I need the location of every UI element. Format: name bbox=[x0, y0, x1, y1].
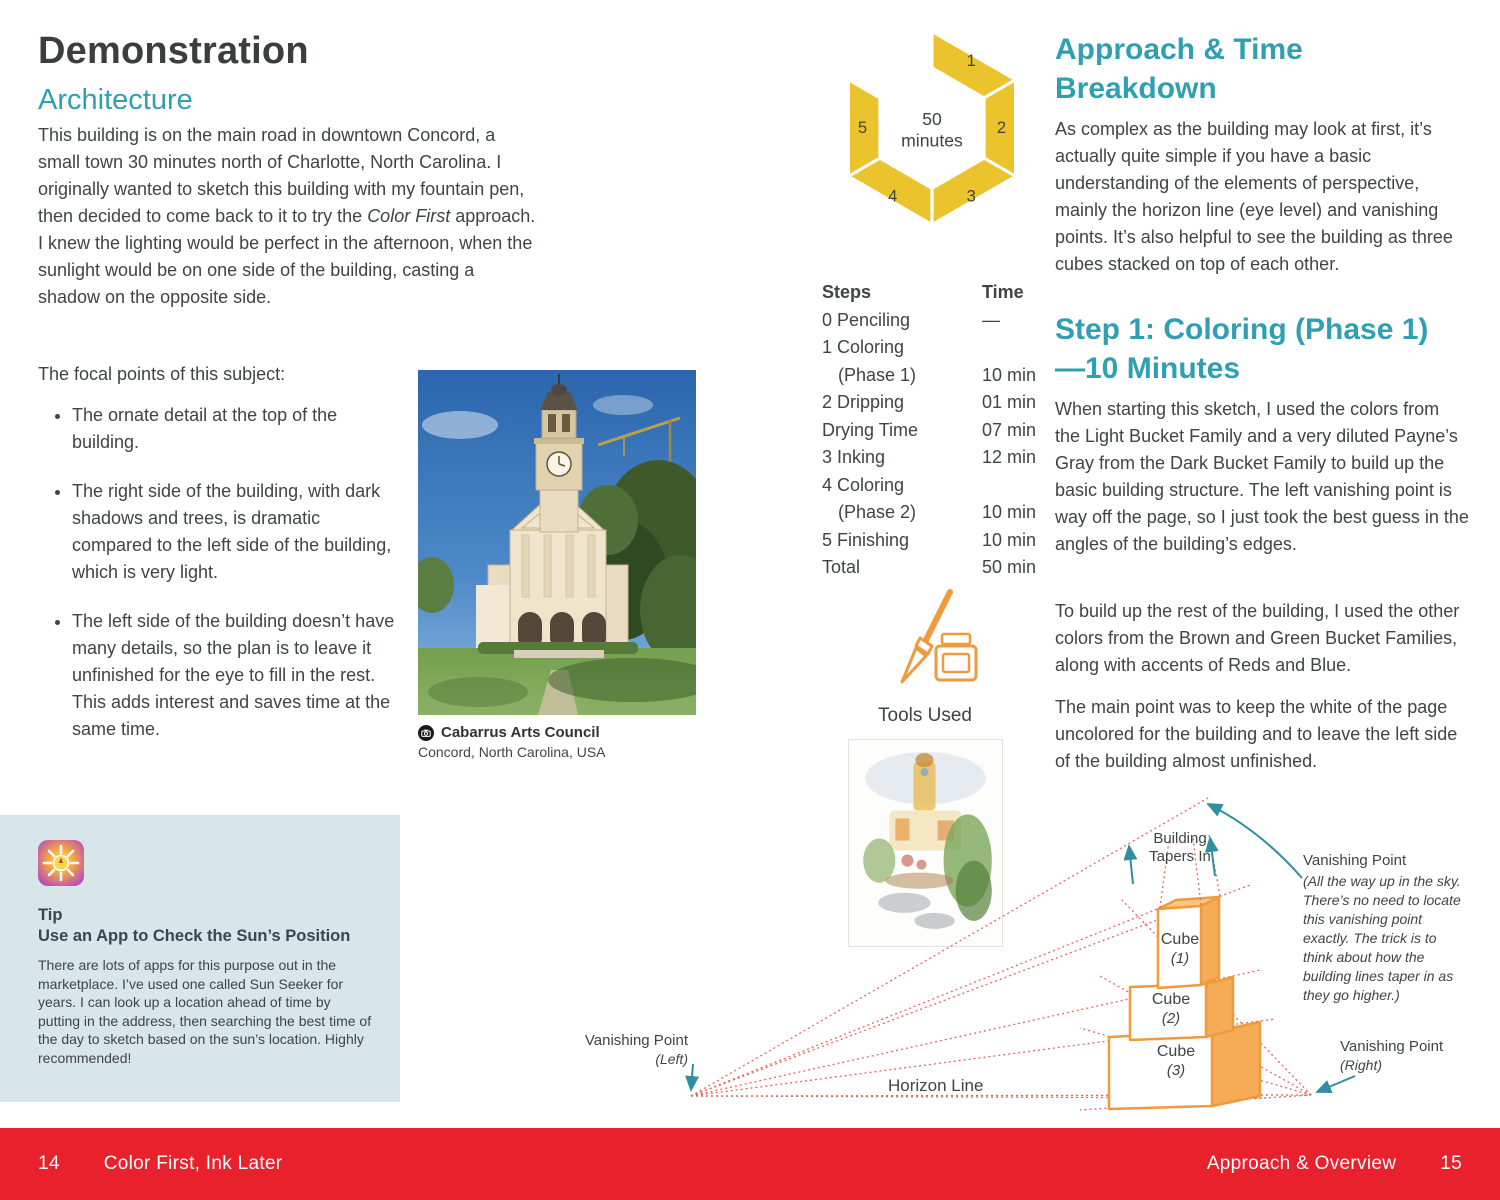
focal-point-item: • The ornate detail at the top of the building. bbox=[72, 402, 402, 456]
hex-number-4: 4 bbox=[888, 186, 898, 206]
time-cell: 50 min bbox=[982, 557, 1037, 577]
step-cell: Drying Time bbox=[822, 419, 919, 440]
left-page-footer-title: Color First, Ink Later bbox=[103, 1153, 283, 1174]
horizon-line-label: Horizon Line bbox=[888, 1076, 984, 1095]
page-title: Demonstration bbox=[38, 30, 309, 72]
table-row bbox=[822, 389, 1044, 417]
focal-point-item: • The left side of the building doesn’t have many details, so the plan is to leave it unfinished for the eye to fill in the rest. This adds interest and saves time at the same time. bbox=[72, 608, 402, 743]
tools-used-label: Tools Used bbox=[878, 705, 972, 726]
step-cell: 2 Dripping bbox=[822, 392, 905, 412]
left-vp-sub: (Left) bbox=[655, 1051, 688, 1067]
paintbrush-and-paint-pan-icon bbox=[852, 586, 992, 698]
tip-label: Tip bbox=[38, 906, 63, 924]
table-row bbox=[822, 444, 1044, 472]
sky-vp-title: Vanishing Point bbox=[1303, 852, 1407, 869]
cube1-name: Cube bbox=[1160, 931, 1200, 948]
table-row bbox=[822, 307, 1044, 335]
hex-number-2: 2 bbox=[996, 118, 1007, 138]
footer-bar bbox=[0, 1128, 1500, 1200]
approach-heading: Approach & Time Breakdown bbox=[1055, 33, 1303, 105]
steps-time-table bbox=[822, 279, 1044, 582]
cube2-number: (2) bbox=[1161, 1010, 1181, 1027]
photo-caption bbox=[418, 724, 698, 760]
page-subtitle: Architecture bbox=[38, 84, 193, 116]
step1-paragraph-3: The main point was to keep the white of the page uncolored for the building and to leave the left side of the building almost unfinished. bbox=[1055, 697, 1458, 771]
left-vp-title: Vanishing Point bbox=[584, 1032, 688, 1049]
step-cell: Total bbox=[822, 557, 861, 577]
time-cell: 12 min bbox=[982, 447, 1037, 467]
cube2-label bbox=[1140, 990, 1202, 1028]
table-header-row bbox=[822, 279, 1044, 307]
right-vp-sub: (Right) bbox=[1340, 1057, 1383, 1073]
time-cell: — bbox=[982, 309, 1000, 330]
tip-body: There are lots of apps for this purpose out in the marketplace. I’ve used one called Sun Seeker for years. I can look up a location ahead of time by putting in the address, then searching the best time of the day to sketch based on the sun’s location. Highly recommended! bbox=[38, 957, 372, 1066]
cube1-label bbox=[1152, 930, 1208, 968]
table-row bbox=[822, 554, 1044, 582]
tapers-arrow-left bbox=[1129, 846, 1133, 884]
camera-icon bbox=[418, 725, 434, 741]
table-row bbox=[822, 499, 1044, 527]
footer-left bbox=[38, 1153, 282, 1175]
table-row bbox=[822, 472, 1044, 500]
building-tapers-label bbox=[1138, 830, 1222, 866]
intro-italic-phrase: Color First bbox=[367, 206, 451, 226]
left-vanishing-point-label bbox=[580, 1032, 688, 1069]
building-photo-art bbox=[418, 370, 696, 715]
sun-app-icon bbox=[38, 840, 84, 886]
right-page-footer-title: Approach & Overview bbox=[1206, 1153, 1397, 1174]
time-cell bbox=[982, 334, 1040, 362]
photo-credit: Cabarrus Arts Council bbox=[441, 724, 600, 741]
building-photo bbox=[418, 370, 696, 715]
hex-number-5: 5 bbox=[857, 118, 868, 138]
time-cell: 01 min bbox=[982, 392, 1037, 412]
step1-heading: Step 1: Coloring (Phase 1)—10 Minutes bbox=[1055, 313, 1429, 385]
table-row bbox=[822, 362, 1044, 390]
building-tapers-line1: Building bbox=[1153, 830, 1207, 847]
step-cell: 5 Finishing bbox=[822, 529, 910, 550]
right-page-number: 15 bbox=[1440, 1153, 1462, 1174]
hex-center-minutes-value: 50 bbox=[922, 108, 942, 129]
footer-right bbox=[1207, 1153, 1462, 1175]
cube3-number: (3) bbox=[1166, 1062, 1186, 1079]
time-cell: 10 min bbox=[982, 529, 1037, 550]
time-hexagon-diagram bbox=[827, 18, 1037, 241]
cube3-name: Cube bbox=[1156, 1043, 1196, 1060]
hex-number-3: 3 bbox=[966, 186, 976, 206]
focal-point-item: • The right side of the building, with dark shadows and trees, is dramatic compared to the left side of the building, which is very light. bbox=[72, 478, 402, 586]
approach-paragraph: As complex as the building may look at first, it’s actually quite simple if you have a basic understanding of the elements of perspective, mainly the horizon line (eye level) and vanishing points. It’s also helpful to see the building as three cubes stacked on top of each other. bbox=[1055, 119, 1453, 274]
cube3-label bbox=[1145, 1042, 1207, 1080]
time-cell: 07 min bbox=[982, 419, 1037, 440]
step1-paragraph-1: When starting this sketch, I used the colors from the Light Bucket Family and a very diluted Payne’s Gray from the Dark Bucket Family to build up the basic building structure. The left vanishing point is way off the page, so I just took the best guess in the angles of the building’s edges. bbox=[1055, 399, 1469, 554]
hex-number-1: 1 bbox=[966, 50, 976, 70]
step-cell: 3 Inking bbox=[822, 447, 886, 467]
right-vanishing-point-label bbox=[1340, 1038, 1470, 1075]
time-cell: 10 min bbox=[982, 502, 1037, 522]
tools-used-illustration bbox=[852, 586, 992, 703]
steps-column-header: Steps bbox=[822, 282, 872, 302]
step-cell: 1 Coloring bbox=[822, 337, 905, 357]
intro-post: approach. I knew the lighting would be perfect in the afternoon, when the sunlight would be on one side of the building, casting a shadow on the opposite side. bbox=[38, 206, 536, 307]
intro-pre: This building is on the main road in downtown Concord, a small town 30 minutes north of Charlotte, North Carolina. I originally wanted to sketch this building with my fountain pen, then decided to come back to it to try the bbox=[38, 125, 525, 226]
time-cell: 10 min bbox=[982, 364, 1037, 385]
focal-points-list bbox=[46, 402, 402, 765]
sky-vp-note-text: (All the way up in the sky. There’s no need to locate this vanishing point exactly. The trick is to think about how the building lines taper in as they go higher.) bbox=[1303, 873, 1461, 1003]
table-row bbox=[822, 417, 1044, 445]
cube2-side-face bbox=[1206, 977, 1233, 1037]
hex-center-minutes-label: minutes bbox=[901, 130, 963, 151]
tip-heading: Use an App to Check the Sun’s Position bbox=[38, 927, 351, 945]
focal-points-intro: The focal points of this subject: bbox=[38, 364, 286, 384]
hexagon-chart bbox=[827, 18, 1037, 236]
time-column-header: Time bbox=[982, 282, 1024, 302]
table-row bbox=[822, 334, 1044, 362]
step-cell: (Phase 1) bbox=[838, 364, 917, 385]
step1-paragraph-2: To build up the rest of the building, I used the other colors from the Brown and Green Bucket Families, along with accents of Reds and Blue. bbox=[1055, 601, 1460, 675]
left-vanishing-point-arrow bbox=[691, 1064, 693, 1090]
building-tapers-line2: Tapers In bbox=[1149, 848, 1211, 865]
time-cell bbox=[982, 472, 1040, 500]
cube2-name: Cube bbox=[1151, 991, 1191, 1008]
step-cell: 0 Penciling bbox=[822, 309, 911, 330]
table-row bbox=[822, 527, 1044, 555]
sky-vanishing-point-note bbox=[1303, 852, 1468, 1005]
cube1-number: (1) bbox=[1170, 950, 1190, 967]
right-vanishing-point-arrow bbox=[1317, 1076, 1355, 1092]
step-cell: (Phase 2) bbox=[838, 502, 917, 522]
photo-location: Concord, North Carolina, USA bbox=[418, 744, 606, 760]
step-cell: 4 Coloring bbox=[822, 474, 905, 495]
left-page-number: 14 bbox=[38, 1153, 60, 1174]
sky-vanishing-point-arrow bbox=[1208, 804, 1302, 878]
tip-box bbox=[0, 815, 400, 1102]
intro-paragraph bbox=[38, 122, 540, 311]
right-vp-title: Vanishing Point bbox=[1340, 1038, 1444, 1055]
